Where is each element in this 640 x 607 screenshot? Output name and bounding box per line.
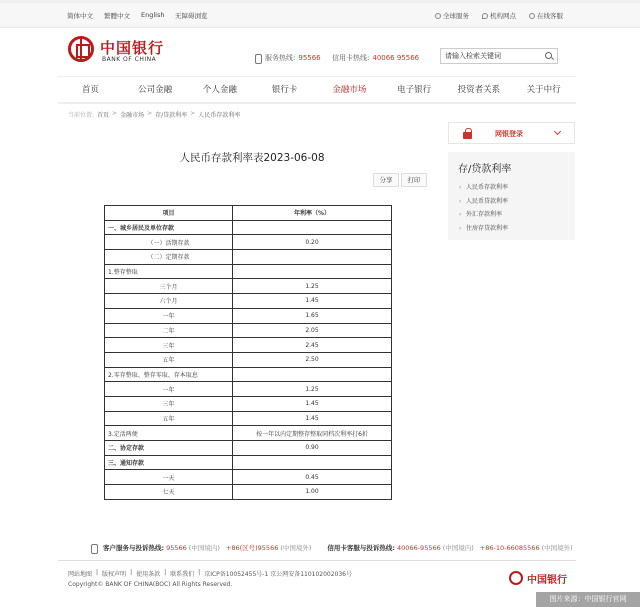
rate-value-cell: 2.50 bbox=[233, 352, 392, 367]
search-icon[interactable] bbox=[545, 52, 552, 59]
card-hotline-number: 40066 95566 bbox=[372, 54, 420, 62]
branch-locator-label: 机构网点 bbox=[490, 12, 516, 20]
header-rate: 年利率（%） bbox=[233, 206, 392, 221]
footer-card-note-abroad: (中国境外) bbox=[541, 544, 573, 552]
breadcrumb-separator: > bbox=[190, 110, 196, 117]
footer-card-number-abroad: +86-10-66085566 bbox=[479, 543, 540, 552]
rate-item-cell: 一年 bbox=[105, 308, 233, 323]
footer-icp-record[interactable]: 京ICP备10052455号-1 京公网安备110102002036号 bbox=[204, 571, 353, 578]
table-header-row bbox=[105, 206, 392, 221]
headset-icon bbox=[529, 13, 535, 19]
rate-category-panel bbox=[448, 152, 575, 240]
service-hotline bbox=[254, 53, 321, 63]
footer-boc-logo-icon bbox=[509, 571, 523, 585]
rate-item-cell: 一年 bbox=[105, 382, 233, 397]
table-row bbox=[105, 323, 392, 338]
search-input[interactable] bbox=[440, 48, 558, 64]
rate-value-cell: 1.45 bbox=[233, 396, 392, 411]
boc-logo-icon[interactable] bbox=[68, 36, 94, 62]
login-label: 网银登录 bbox=[495, 130, 523, 138]
top-utility-bar bbox=[0, 0, 640, 28]
rate-item-cell: 二、协定存款 bbox=[105, 441, 233, 456]
deposit-rate-table bbox=[104, 205, 392, 500]
sidebar-item-housing-rates[interactable]: › 住房存贷款利率 bbox=[458, 222, 565, 236]
location-pin-icon bbox=[482, 13, 488, 19]
footer-link-contact[interactable]: 联系我们 bbox=[170, 571, 195, 578]
rate-value-cell: 1.65 bbox=[233, 308, 392, 323]
nav-financial-markets[interactable]: 金融市场 bbox=[332, 85, 367, 95]
rate-value-cell: 1.00 bbox=[233, 485, 392, 500]
table-row bbox=[105, 235, 392, 250]
table-row bbox=[105, 308, 392, 323]
online-support-link[interactable] bbox=[529, 11, 563, 20]
card-hotline bbox=[332, 53, 419, 63]
footer-link-copyright-statement[interactable]: 版权声明 bbox=[102, 571, 127, 578]
nav-e-banking[interactable]: 电子银行 bbox=[397, 85, 432, 95]
lang-traditional-chinese[interactable]: 繁體中文 bbox=[104, 12, 130, 20]
search-placeholder: 请输入检索关键词 bbox=[445, 52, 501, 60]
nav-personal-banking[interactable]: 个人金融 bbox=[202, 85, 237, 95]
image-source-watermark: 图片来源：中国银行官网 bbox=[536, 592, 640, 607]
lock-icon bbox=[463, 128, 472, 139]
footer-links bbox=[68, 569, 352, 578]
footer-service-number-abroad: +86(区号)95566 bbox=[225, 544, 279, 552]
table-row bbox=[105, 338, 392, 353]
lang-simplified-chinese[interactable]: 简体中文 bbox=[67, 12, 93, 20]
phone-icon bbox=[254, 54, 262, 62]
header-item: 项目 bbox=[105, 206, 233, 221]
rate-value-cell: 1.45 bbox=[233, 411, 392, 426]
table-row bbox=[105, 470, 392, 485]
sidebar-item-fx-deposit[interactable]: › 外汇存款利率 bbox=[458, 208, 565, 222]
rate-item-cell: 七天 bbox=[105, 485, 233, 500]
nav-bank-card[interactable]: 银行卡 bbox=[271, 85, 298, 95]
rate-value-cell bbox=[233, 455, 392, 470]
table-row bbox=[105, 455, 392, 470]
rate-item-cell: 五年 bbox=[105, 352, 233, 367]
rate-item-cell: 五年 bbox=[105, 411, 233, 426]
breadcrumb-financial-markets[interactable]: 金融市场 bbox=[120, 112, 145, 119]
site-header bbox=[58, 28, 576, 75]
rate-value-cell bbox=[233, 250, 392, 265]
table-row bbox=[105, 485, 392, 500]
sidebar-item-rmb-loan[interactable]: › 人民币贷款利率 bbox=[458, 195, 565, 209]
footer-logo-name: 中国银行 bbox=[527, 575, 567, 586]
logo-english-name[interactable]: BANK OF CHINA bbox=[102, 56, 157, 63]
service-hotline-number: 95566 bbox=[298, 54, 321, 62]
rate-item-cell: 二年 bbox=[105, 323, 233, 338]
footer-card-number-domestic: 40066-95566 bbox=[397, 543, 441, 552]
sidebar-item-rmb-deposit[interactable]: › 人民币存款利率 bbox=[458, 181, 565, 195]
breadcrumb-deposit-loan-rates[interactable]: 存/贷款利率 bbox=[155, 112, 188, 119]
chevron-down-icon bbox=[554, 128, 561, 135]
table-row bbox=[105, 426, 392, 441]
share-button[interactable]: 分享 bbox=[373, 173, 399, 187]
breadcrumb bbox=[68, 110, 240, 119]
rate-value-cell bbox=[233, 220, 392, 235]
panel-title: 存/贷款利率 bbox=[458, 164, 512, 175]
table-row bbox=[105, 396, 392, 411]
rate-item-cell: 3.定活两便 bbox=[105, 426, 233, 441]
footer-divider bbox=[58, 560, 576, 561]
nav-about-boc[interactable]: 关于中行 bbox=[526, 85, 561, 95]
phone-icon bbox=[90, 544, 98, 552]
card-hotline-label: 信用卡热线: bbox=[332, 54, 370, 62]
page-title: 人民币存款利率表2023-06-08 bbox=[179, 152, 325, 164]
rate-item-cell: （二）定期存款 bbox=[105, 250, 233, 265]
online-banking-login-button[interactable] bbox=[448, 122, 575, 144]
global-service-label: 全球服务 bbox=[443, 12, 469, 20]
breadcrumb-separator: > bbox=[147, 110, 153, 117]
footer-service-number-domestic: 95566 bbox=[166, 543, 187, 552]
rate-value-cell: 0.90 bbox=[233, 441, 392, 456]
rate-value-cell: 2.05 bbox=[233, 323, 392, 338]
footer-link-separator: | bbox=[96, 569, 99, 576]
breadcrumb-prefix: 当前位置: bbox=[68, 112, 95, 119]
footer-link-separator: | bbox=[198, 569, 201, 576]
rate-item-cell: （一）活期存款 bbox=[105, 235, 233, 250]
rate-value-cell: 1.45 bbox=[233, 294, 392, 309]
nav-home[interactable]: 首页 bbox=[81, 85, 99, 95]
copyright-text: Copyright© BANK OF CHINA(BOC) All Rights Reserved. bbox=[68, 581, 233, 588]
footer-service-note-domestic: (中国境内) bbox=[188, 544, 220, 552]
branch-locator-link[interactable] bbox=[482, 11, 516, 20]
footer-link-terms[interactable]: 使用条款 bbox=[136, 571, 161, 578]
main-nav bbox=[58, 76, 576, 104]
table-row bbox=[105, 352, 392, 367]
rate-item-cell: 六个月 bbox=[105, 294, 233, 309]
table-row bbox=[105, 279, 392, 294]
breadcrumb-home[interactable]: 首页 bbox=[97, 112, 110, 119]
rate-item-cell: 三个月 bbox=[105, 279, 233, 294]
footer-hotlines bbox=[90, 543, 573, 552]
table-row bbox=[105, 220, 392, 235]
rate-item-cell: 三、通知存款 bbox=[105, 455, 233, 470]
table-row bbox=[105, 411, 392, 426]
rate-value-cell: 1.25 bbox=[233, 279, 392, 294]
rate-value-cell: 0.20 bbox=[233, 235, 392, 250]
rate-value-cell bbox=[233, 264, 392, 279]
rate-table-body bbox=[105, 220, 392, 499]
rate-item-cell: 三年 bbox=[105, 338, 233, 353]
footer-card-label: 信用卡客服与投诉热线: bbox=[327, 544, 396, 552]
rate-value-cell: 0.45 bbox=[233, 470, 392, 485]
rate-item-cell: 一天 bbox=[105, 470, 233, 485]
table-row bbox=[105, 250, 392, 265]
global-service-link[interactable] bbox=[435, 11, 469, 20]
online-support-label: 在线客服 bbox=[537, 12, 563, 20]
rate-value-cell: 2.45 bbox=[233, 338, 392, 353]
footer-service-note-abroad: (中国境外) bbox=[280, 544, 312, 552]
table-row bbox=[105, 294, 392, 309]
table-row bbox=[105, 441, 392, 456]
rate-item-cell: 2.零存整取、整存零取、存本取息 bbox=[105, 367, 233, 382]
service-hotline-label: 服务热线: bbox=[265, 54, 296, 62]
print-button[interactable]: 打印 bbox=[401, 173, 427, 187]
table-row bbox=[105, 367, 392, 382]
footer-link-sitemap[interactable]: 网站地图 bbox=[68, 571, 93, 578]
lang-english[interactable]: English bbox=[141, 11, 165, 19]
accessibility-link[interactable]: 无障碍浏览 bbox=[175, 12, 208, 20]
footer-link-separator: | bbox=[164, 569, 167, 576]
breadcrumb-rmb-deposit-rates[interactable]: 人民币存款利率 bbox=[198, 112, 241, 119]
table-row bbox=[105, 382, 392, 397]
globe-icon bbox=[435, 13, 441, 19]
footer-service-label: 客户服务与投诉热线: bbox=[103, 544, 165, 552]
table-row bbox=[105, 264, 392, 279]
nav-corporate-banking[interactable]: 公司金融 bbox=[138, 85, 173, 95]
browser-clip-strip bbox=[0, 0, 640, 3]
logo-chinese-name[interactable]: 中国银行 bbox=[100, 39, 165, 57]
rate-item-cell: 1.整存整取 bbox=[105, 264, 233, 279]
rate-item-cell: 三年 bbox=[105, 396, 233, 411]
footer-link-separator: | bbox=[130, 569, 133, 576]
footer-card-note-domestic: (中国境内) bbox=[442, 544, 474, 552]
rate-value-cell: 1.25 bbox=[233, 382, 392, 397]
breadcrumb-separator: > bbox=[112, 110, 118, 117]
nav-investor-relations[interactable]: 投资者关系 bbox=[457, 85, 501, 95]
rate-item-cell: 一、城乡居民及单位存款 bbox=[105, 220, 233, 235]
rate-value-cell: 按一年以内定期整存整取同档次利率打6折 bbox=[233, 426, 392, 441]
rate-value-cell bbox=[233, 367, 392, 382]
